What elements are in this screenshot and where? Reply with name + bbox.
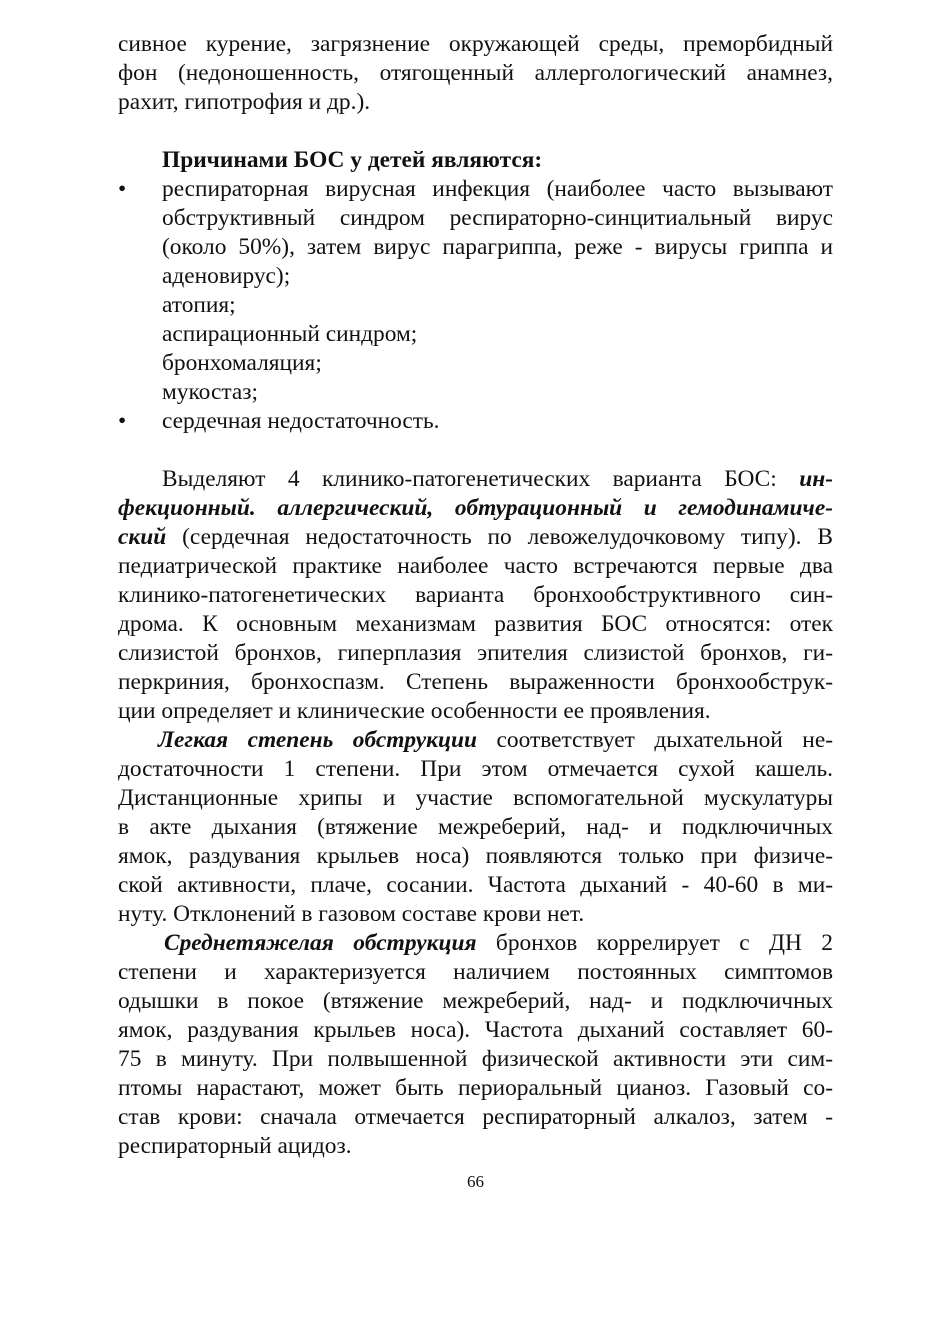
- text-line: нуту. Отклонений в газовом составе крови нет.: [118, 901, 585, 927]
- text-line: атопия;: [162, 292, 236, 318]
- text-line: перкриния, бронхоспазм. Степень выраженности бронхообструк-: [118, 669, 833, 695]
- text-line: ции определяет и клинические особенности ее проявления.: [118, 698, 711, 724]
- text-line: клинико-патогенетических варианта бронхообструктивного син-: [118, 582, 833, 608]
- text-line: достаточности 1 степени. При этом отмечается сухой кашель.: [118, 756, 833, 782]
- list-item: [118, 175, 833, 291]
- text-line: фон (недоношенность, отягощенный аллергологический анамнез,: [118, 60, 833, 86]
- text-line: аденовирус);: [162, 263, 291, 289]
- text-line: ямок, раздувания крыльев носа) появляются только при физиче-: [118, 843, 833, 869]
- text-run: соответствует дыхательной не-: [477, 727, 833, 753]
- text-run: (сердечная недостаточность по левожелудочковому типу). В: [166, 524, 833, 550]
- variants-paragraph: [118, 465, 833, 726]
- text-run: Выделяют 4 клинико-патогенетических варианта БОС:: [162, 466, 800, 492]
- text-line: [118, 523, 833, 552]
- list-item: [118, 320, 833, 349]
- text-line: ямок, раздувания крыльев носа). Частота дыханий составляет 60-: [118, 1017, 833, 1043]
- text-run: бронхов коррелирует с ДН 2: [476, 930, 833, 956]
- moderate-paragraph: [118, 929, 833, 1161]
- emphasis-term: фекционный. аллергический, обтурационный и гемодинамиче-: [118, 495, 833, 521]
- list-item: [118, 378, 833, 407]
- text-line: ской активности, плаче, сосании. Частота дыханий - 40-60 в ми-: [118, 872, 833, 898]
- text-line: респираторный ацидоз.: [118, 1133, 352, 1159]
- text-line: сердечная недостаточность.: [162, 408, 440, 434]
- text-line: бронхомаляция;: [162, 350, 322, 376]
- text-line: [118, 726, 833, 755]
- text-line: обструктивный синдром респираторно-синцитиальный вирус: [162, 205, 833, 231]
- text-line: степени и характеризуется наличием постоянных симптомов: [118, 959, 833, 985]
- list-item: [118, 349, 833, 378]
- text-line: одышки в покое (втяжение межреберий, над- и подключичных: [118, 988, 833, 1014]
- text-line: педиатрической практике наиболее часто встречаются первые два: [118, 553, 833, 579]
- bullet-icon: •: [118, 408, 127, 434]
- causes-list: [118, 175, 833, 436]
- bullet-icon: •: [118, 176, 127, 202]
- document-page: [118, 30, 833, 1161]
- text-line: рахит, гипотрофия и др.).: [118, 89, 371, 115]
- intro-paragraph: [118, 30, 833, 117]
- text-line: сивное курение, загрязнение окружающей среды, преморбидный: [118, 31, 833, 57]
- text-line: 75 в минуту. При полвышенной физической активности эти сим-: [118, 1046, 833, 1072]
- spacer: [118, 117, 833, 146]
- text-line: мукостаз;: [162, 379, 258, 405]
- text-line: став крови: сначала отмечается респираторный алкалоз, затем -: [118, 1104, 833, 1130]
- emphasis-term: ский: [118, 524, 167, 550]
- mild-paragraph: [118, 726, 833, 929]
- text-line: дрома. К основным механизмам развития БОС относятся: отек: [118, 611, 833, 637]
- spacer: [118, 436, 833, 465]
- text-line: Дистанционные хрипы и участие вспомогательной мускулатуры: [118, 785, 833, 811]
- list-item: [118, 407, 833, 436]
- page-number: 66: [467, 1172, 484, 1191]
- emphasis-term: Среднетяжелая обструкция: [164, 930, 477, 956]
- text-line: аспирационный синдром;: [162, 321, 418, 347]
- emphasis-term: ин-: [799, 466, 833, 492]
- text-line: [118, 465, 833, 494]
- causes-heading: Причинами БОС у детей являются:: [162, 147, 543, 173]
- text-line: [118, 929, 833, 958]
- emphasis-term: Легкая степень обструкции: [158, 727, 478, 753]
- list-item: [118, 291, 833, 320]
- text-line: респираторная вирусная инфекция (наиболее часто вызывают: [162, 176, 833, 202]
- text-line: [118, 494, 833, 523]
- text-line: (около 50%), затем вирус парагриппа, реже - вирусы гриппа и: [162, 234, 833, 260]
- text-line: птомы нарастают, может быть периоральный цианоз. Газовый со-: [118, 1075, 833, 1101]
- text-line: слизистой бронхов, гиперплазия эпителия слизистой бронхов, ги-: [118, 640, 833, 666]
- text-line: в акте дыхания (втяжение межреберий, над- и подключичных: [118, 814, 833, 840]
